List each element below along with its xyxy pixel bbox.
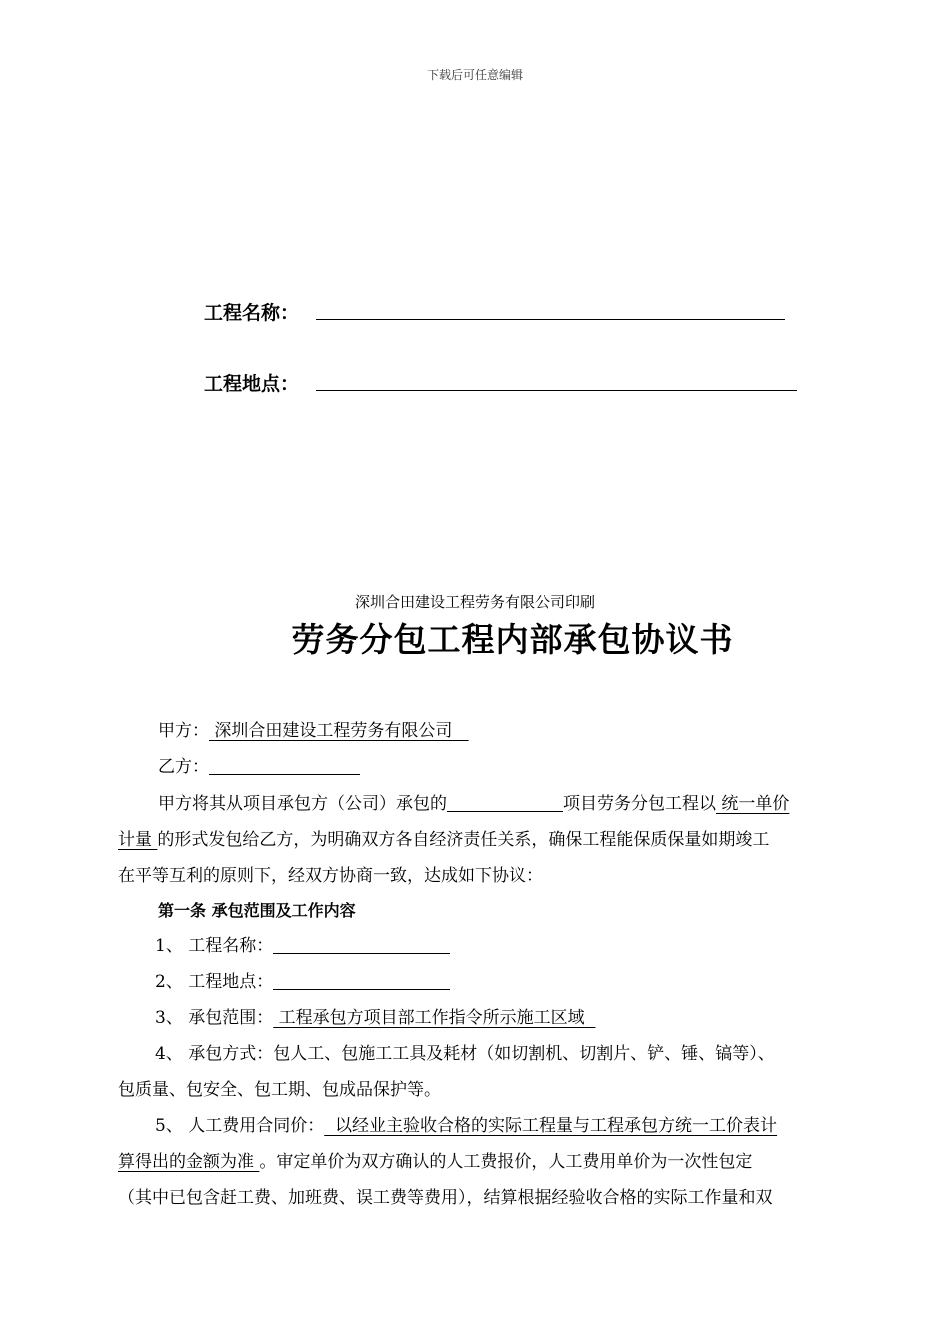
item-5-label: 5、 人工费用合同价： — [155, 1116, 325, 1136]
party-a-line — [158, 716, 469, 741]
item-2-label: 2、 工程地点： — [155, 972, 274, 992]
item-1-label: 1、 工程名称： — [155, 936, 274, 956]
party-b-label: 乙方： — [158, 757, 209, 777]
item-4-line-2: 包质量、包安全、包工期、包成品保护等。 — [118, 1080, 441, 1100]
item-2-blank[interactable] — [273, 971, 450, 990]
project-name-blank[interactable] — [316, 319, 785, 320]
intro-line-3: 在平等互利的原则下，经双方协商一致，达成如下协议： — [118, 866, 543, 886]
item-1-blank[interactable] — [273, 935, 450, 954]
item-5-value-1: 以经业主验收合格的实际工程量与工程承包方统一工价表计 — [335, 1116, 778, 1136]
intro-text-2: 项目劳务分包工程以 — [563, 794, 716, 814]
party-a-label: 甲方： — [158, 721, 209, 741]
item-5-value-2: 算得出的金额为准 — [118, 1152, 254, 1172]
item-5-line-2 — [118, 1147, 752, 1172]
printer-line: 深圳合田建设工程劳务有限公司印刷 — [354, 593, 595, 611]
item-5-line-3: （其中已包含赶工费、加班费、误工费等费用），结算根据经验收合格的实际工作量和双 — [118, 1188, 773, 1208]
header-note: 下载后可任意编辑 — [426, 68, 523, 82]
contract-method-2: 计量 — [118, 830, 152, 850]
intro-text-1: 甲方将其从项目承包方（公司）承包的 — [158, 794, 447, 814]
party-b-line — [158, 752, 360, 777]
project-name-label: 工程名称： — [204, 302, 300, 324]
contract-method-1: 统一单价 — [721, 794, 790, 814]
item-4-line-1: 4、 承包方式：包人工、包施工工具及耗材（如切割机、切割片、铲、锤、镐等）、 — [155, 1044, 775, 1064]
party-b-blank[interactable] — [209, 756, 360, 775]
project-location-label: 工程地点： — [204, 373, 300, 395]
item-5-line-1 — [155, 1111, 777, 1136]
item-3-value: 工程承包方项目部工作指令所示施工区域 — [278, 1008, 585, 1028]
item-2 — [155, 967, 450, 992]
intro-line-1 — [158, 789, 789, 814]
item-1 — [155, 931, 450, 956]
article-1-heading: 第一条 承包范围及工作内容 — [158, 901, 356, 920]
project-blank[interactable] — [447, 793, 563, 812]
item-3 — [155, 1003, 595, 1028]
project-location-blank[interactable] — [316, 390, 797, 391]
intro-text-3: 的形式发包给乙方，为明确双方各自经济责任关系，确保工程能保质保量如期竣工 — [157, 830, 770, 850]
item-3-label: 3、 承包范围： — [155, 1008, 274, 1028]
intro-line-2 — [118, 825, 769, 850]
item-5-rest: 。审定单价为双方确认的人工费报价，人工费用单价为一次性包定 — [259, 1152, 753, 1172]
document-title: 劳务分包工程内部承包协议书 — [291, 620, 734, 659]
party-a-value: 深圳合田建设工程劳务有限公司 — [214, 721, 453, 741]
